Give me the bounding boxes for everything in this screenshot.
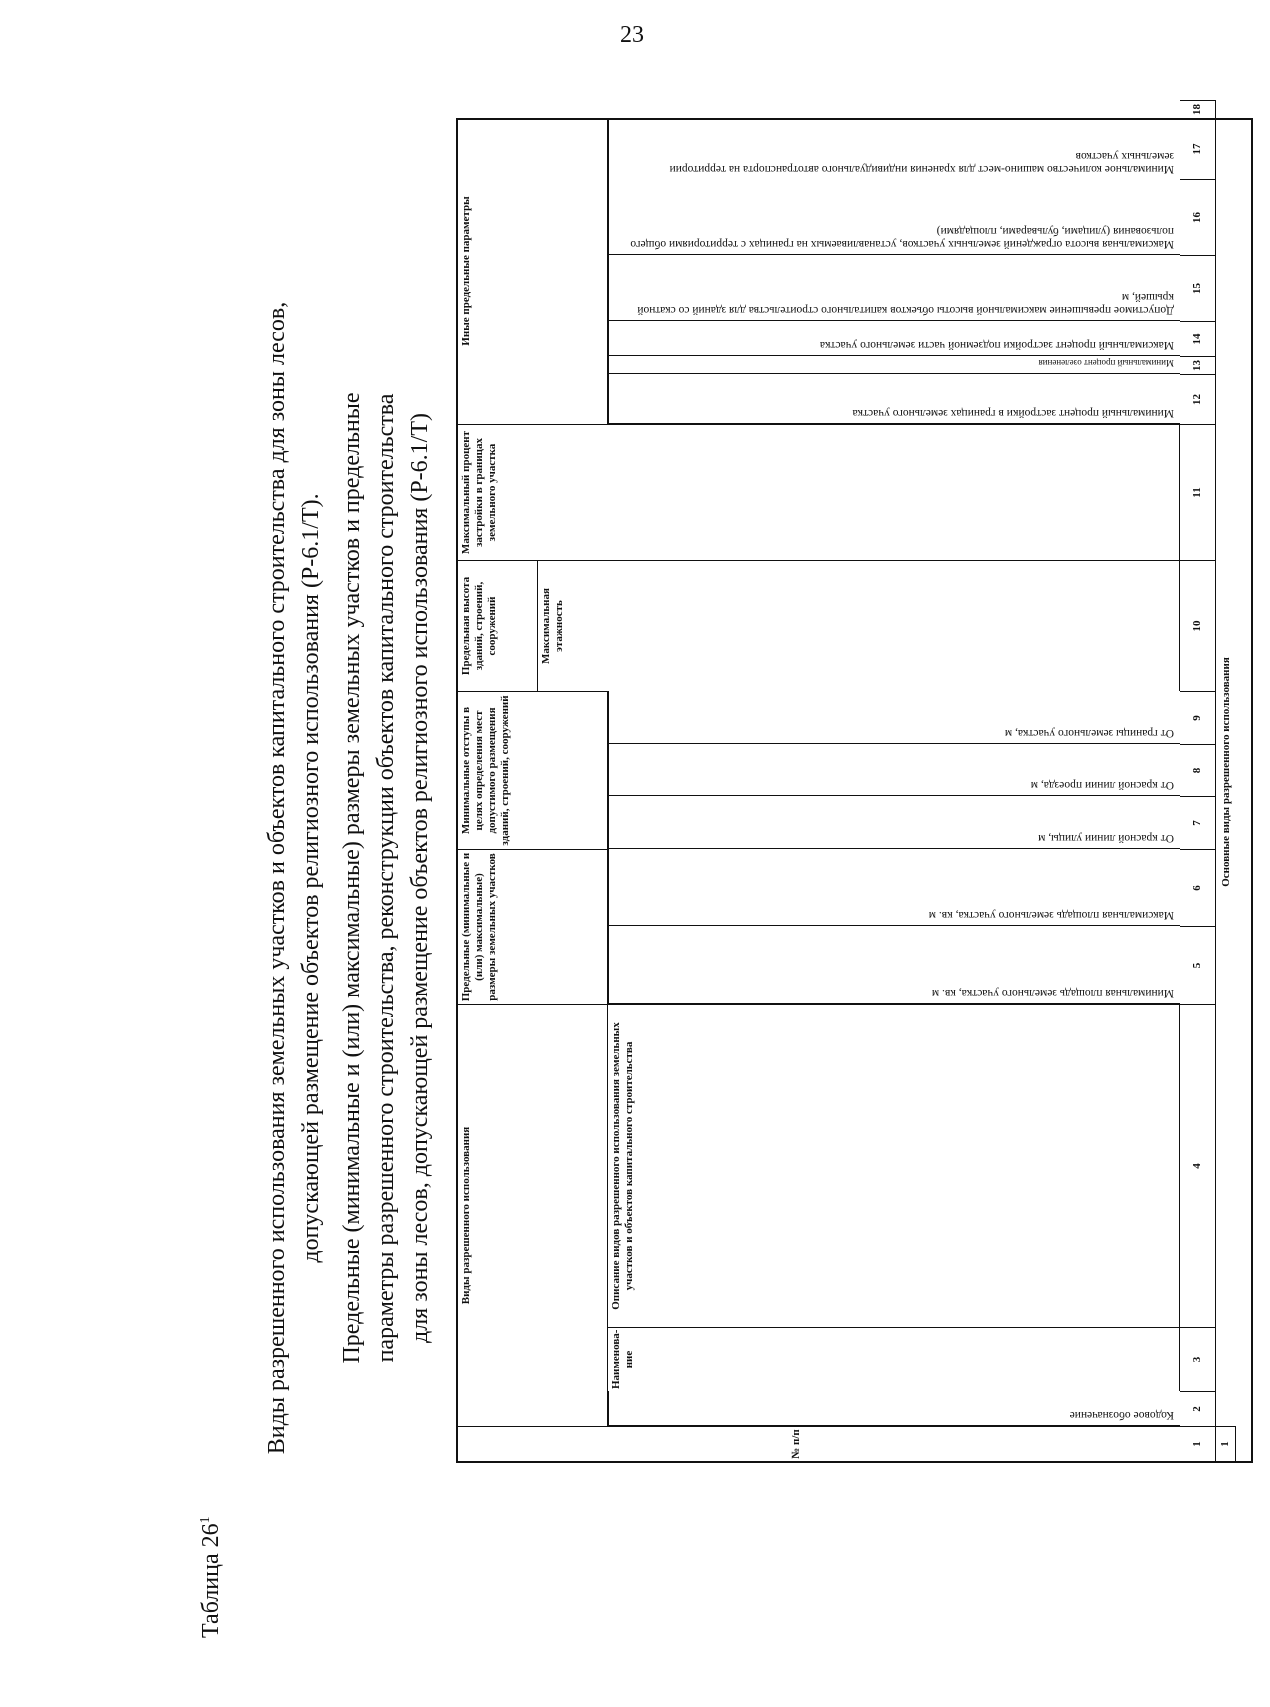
column-number-10: 10 — [1180, 560, 1216, 691]
header-types-group: Виды разрешенного использования — [458, 1004, 608, 1426]
heading-line-1: Виды разрешенного использования земельных участков и объектов капитального строительства для зоны лесов, — [264, 301, 290, 1455]
header-sizes-group: Предельные (минимальные и (или) максимальные) размеры земельных участков — [458, 849, 608, 1004]
column-number-9: 9 — [1180, 691, 1216, 744]
header-min-coverage: Минимальный процент застройки в границах земельного участка — [608, 374, 1180, 424]
header-height-group: Предельная высота зданий, строений, сооружений — [458, 560, 538, 691]
zoning-table — [456, 104, 1253, 1463]
column-number-14: 14 — [1180, 321, 1216, 356]
heading-line-5: для зоны лесов, допускающей размещение объектов религиозного использования (Р-6.1/Т) — [407, 413, 433, 1343]
table-label-sup: 1 — [198, 1516, 213, 1524]
header-fence-height: Максимальная высота ограждений земельных участков, устанавливаемых на границах с территориями общего пользования (улицами, бульварами, площадями) — [608, 179, 1180, 255]
table-label: Таблица 26 — [198, 1523, 224, 1638]
header-max-underground: Максимальный процент застройки подземной части земельного участка — [608, 321, 1180, 356]
header-parking: Минимальное количество машино-мест для хранения индивидуального автотранспорта на территории земельных участков — [608, 118, 1180, 179]
header-description: Описание видов разрешенного использования земельных участков и объектов капитального строительства — [608, 1004, 1180, 1327]
column-number-1: 1 — [1180, 1426, 1216, 1461]
header-min-area: Минимальная площадь земельного участка, кв. м — [608, 926, 1180, 1004]
column-number-13: 13 — [1180, 356, 1216, 374]
column-number-15: 15 — [1180, 255, 1216, 321]
rotated-page — [150, 98, 1270, 1658]
heading-line-4: параметры разрешенного строительства, реконструкции объектов капитального строительства — [373, 393, 399, 1363]
header-name: Наименова-ние — [608, 1327, 1180, 1391]
column-number-12: 12 — [1180, 374, 1216, 424]
column-number-3: 3 — [1180, 1327, 1216, 1391]
header-max-floors: Максимальная этажность — [538, 560, 1180, 691]
column-number-4: 4 — [1180, 1004, 1216, 1327]
heading-line-3: Предельные (минимальные и (или) максимальные) размеры земельных участков и предельные — [339, 392, 365, 1364]
page-number: 23 — [620, 22, 644, 48]
column-number-8: 8 — [1180, 744, 1216, 796]
header-num: № п/п — [458, 1426, 1216, 1461]
column-number-16: 16 — [1180, 179, 1216, 255]
column-number-6: 6 — [1180, 849, 1216, 926]
header-min-landscaping: Минимальный процент озеленения — [608, 356, 1180, 374]
column-number-2: 2 — [1180, 1391, 1216, 1426]
heading-types — [260, 98, 328, 1658]
header-max-area: Максимальная площадь земельного участка, кв. м — [608, 849, 1180, 926]
table-caption — [198, 1516, 225, 1638]
column-number-7: 7 — [1180, 796, 1216, 849]
column-number-11: 11 — [1180, 424, 1216, 560]
column-number-17: 17 — [1180, 118, 1216, 179]
header-setback-passage: От красной линии проезда, м — [608, 744, 1180, 796]
header-code: Кодовое обозначение — [608, 1391, 1180, 1426]
header-height-excess: Допустимое превышение максимальной высоты объектов капитального строительства для зданий со скатной крышей, м — [608, 255, 1180, 321]
header-other-group: Иные предельные параметры — [458, 118, 608, 424]
column-number-5: 5 — [1180, 926, 1216, 1004]
header-setback-street: От красной линии улицы, м — [608, 796, 1180, 849]
header-setback-border: От границы земельного участка, м — [608, 691, 1180, 744]
column-number-18: 18 — [1180, 100, 1216, 118]
section-row-num: 1 — [1216, 1426, 1236, 1461]
heading-line-2: допускающей размещение объектов религиозного использования (Р-6.1/Т). — [298, 493, 324, 1263]
heading-parameters — [335, 98, 437, 1658]
header-max-coverage: Максимальный процент застройки в границах земельного участка — [458, 424, 1180, 560]
header-setbacks-group: Минимальные отступы в целях определения мест допустимого размещения зданий, строений, сооружений — [458, 691, 608, 849]
section-row-label: Основные виды разрешенного использования — [1220, 657, 1232, 887]
